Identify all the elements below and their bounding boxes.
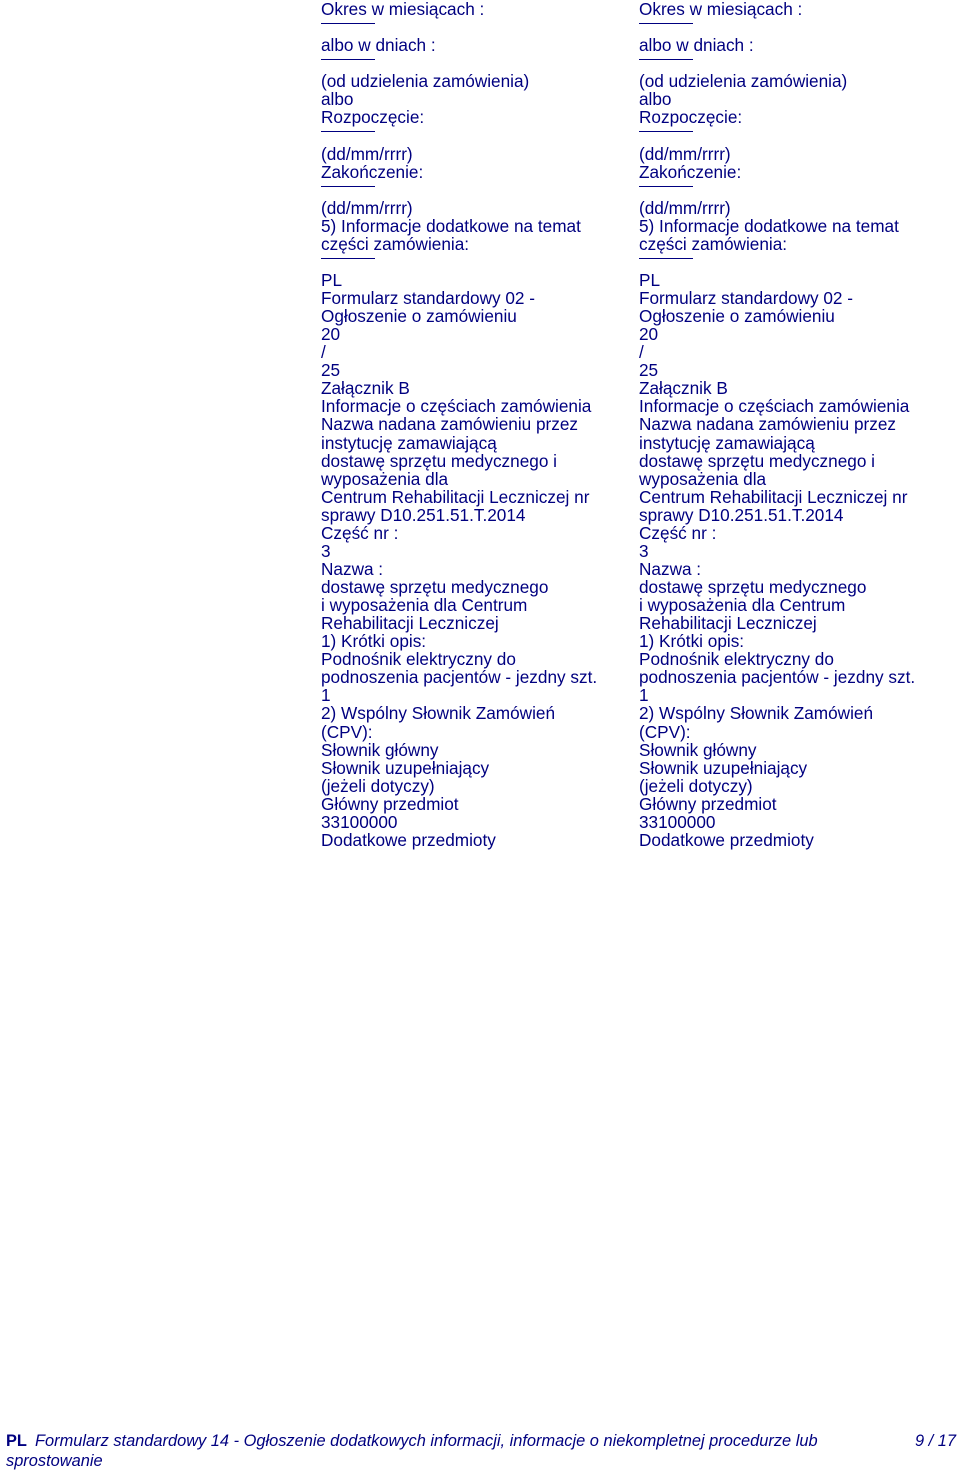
text-line: / — [321, 342, 326, 363]
text-line: Formularz standardowy 02 - — [321, 288, 535, 308]
footer-form-title — [6, 1431, 875, 1471]
text-line: 1) Krótki opis: — [639, 631, 745, 652]
text-line: Słownik główny — [321, 739, 439, 760]
blank-field-rule — [639, 18, 957, 36]
text-line: Słownik uzupełniający — [639, 757, 808, 778]
text-line: instytucję zamawiającą — [639, 432, 815, 453]
text-line: instytucję zamawiającą — [321, 432, 497, 453]
blank-field-rule — [321, 18, 639, 36]
text-line: 5) Informacje dodatkowe na temat — [321, 215, 581, 236]
text-line: sprawy D10.251.51.T.2014 — [321, 504, 526, 525]
text-line: 33100000 — [321, 811, 398, 832]
text-line: 20 — [321, 324, 341, 345]
text-line: Rehabilitacji Leczniczej — [321, 613, 499, 634]
text-line: dostawę sprzętu medycznego — [639, 577, 867, 597]
text-line: (CPV): — [321, 721, 373, 742]
blank-field-rule — [639, 253, 957, 271]
text-line: Podnośnik elektryczny do — [639, 649, 834, 670]
text-line: Formularz standardowy 02 - — [639, 288, 853, 308]
text-line: Zakończenie: — [321, 161, 424, 182]
text-line: albo w dniach : — [321, 35, 436, 56]
blank-field-rule — [639, 181, 957, 199]
text-line: 2) Wspólny Słownik Zamówień — [639, 703, 874, 724]
left-column — [321, 0, 639, 849]
text-line: 2) Wspólny Słownik Zamówień — [321, 703, 556, 724]
text-line: i wyposażenia dla Centrum — [639, 595, 846, 616]
text-line: 33100000 — [639, 811, 716, 832]
text-line: sprawy D10.251.51.T.2014 — [639, 504, 844, 525]
text-line: części zamówienia: — [639, 233, 788, 254]
text-line: Nazwa nadana zamówieniu przez — [639, 414, 896, 435]
text-line: 20 — [639, 324, 659, 345]
text-line: / — [639, 342, 644, 363]
text-line: wyposażenia dla — [321, 468, 449, 489]
text-line: albo — [639, 89, 672, 110]
text-line: dostawę sprzętu medycznego i — [639, 450, 875, 471]
text-line: PL — [321, 269, 343, 290]
text-line: Nazwa : — [321, 558, 384, 579]
text-line: 5) Informacje dodatkowe na temat — [639, 215, 899, 236]
text-line: (od udzielenia zamówienia) — [639, 71, 848, 92]
text-line: Okres w miesiącach : — [321, 0, 485, 19]
text-line: Nazwa : — [639, 558, 702, 579]
text-line: 25 — [639, 360, 659, 381]
text-line: (jeżeli dotyczy) — [639, 775, 753, 796]
text-line: Rehabilitacji Leczniczej — [639, 613, 817, 634]
text-line: Centrum Rehabilitacji Leczniczej nr — [639, 486, 908, 507]
text-line: 1 — [639, 685, 649, 706]
text-line: dostawę sprzętu medycznego — [321, 577, 549, 597]
text-line: albo — [321, 89, 354, 110]
text-line: 1 — [321, 685, 331, 706]
text-line: Główny przedmiot — [639, 793, 777, 814]
text-line: albo w dniach : — [639, 35, 754, 56]
footer-title-line-2: sprostowanie — [6, 1452, 103, 1470]
blank-field-rule — [321, 126, 639, 144]
text-line: Słownik uzupełniający — [321, 757, 490, 778]
text-line: dostawę sprzętu medycznego i — [321, 450, 557, 471]
blank-field-rule — [639, 126, 957, 144]
text-line: Rozpoczęcie: — [321, 107, 425, 128]
text-line: wyposażenia dla — [639, 468, 767, 489]
text-line: (dd/mm/rrrr) — [321, 197, 413, 218]
text-line: Część nr : — [321, 522, 399, 543]
text-line: podnoszenia pacjentów - jezdny szt. — [639, 667, 916, 688]
text-line: Okres w miesiącach : — [639, 0, 803, 19]
text-line: 1) Krótki opis: — [321, 631, 427, 652]
text-line: (CPV): — [639, 721, 691, 742]
blank-field-rule — [321, 181, 639, 199]
text-line: (dd/mm/rrrr) — [321, 143, 413, 164]
text-line: 25 — [321, 360, 341, 381]
text-line: (dd/mm/rrrr) — [639, 143, 731, 164]
blank-field-rule — [321, 54, 639, 72]
text-line: Słownik główny — [639, 739, 757, 760]
footer-page-number: 9 / 17 — [914, 1432, 956, 1450]
text-line: Nazwa nadana zamówieniu przez — [321, 414, 578, 435]
right-column — [639, 0, 957, 849]
text-line: Dodatkowe przedmioty — [321, 829, 496, 850]
text-line: Zakończenie: — [639, 161, 742, 182]
text-line: Rozpoczęcie: — [639, 107, 743, 128]
text-line: (dd/mm/rrrr) — [639, 197, 731, 218]
text-line: podnoszenia pacjentów - jezdny szt. — [321, 667, 598, 688]
text-line: (jeżeli dotyczy) — [321, 775, 435, 796]
footer-title-line-1: Formularz standardowy 14 - Ogłoszenie dodatkowych informacji, informacje o niekompletnej procedurze lub — [35, 1432, 818, 1450]
text-line: Podnośnik elektryczny do — [321, 649, 516, 670]
text-line: PL — [639, 269, 661, 290]
text-line: Załącznik B — [321, 378, 410, 399]
text-line: części zamówienia: — [321, 233, 470, 254]
text-line: Dodatkowe przedmioty — [639, 829, 814, 850]
text-line: 3 — [639, 540, 649, 561]
text-line: i wyposażenia dla Centrum — [321, 595, 528, 616]
text-line: Centrum Rehabilitacji Leczniczej nr — [321, 486, 590, 507]
footer-language-code: PL — [6, 1432, 27, 1450]
text-line: Część nr : — [639, 522, 717, 543]
text-line: 3 — [321, 540, 331, 561]
text-line: Załącznik B — [639, 378, 728, 399]
text-line: Główny przedmiot — [321, 793, 459, 814]
text-line: Informacje o częściach zamówienia — [639, 396, 910, 417]
blank-field-rule — [639, 54, 957, 72]
text-line: Informacje o częściach zamówienia — [321, 396, 592, 417]
text-line: Ogłoszenie o zamówieniu — [639, 306, 835, 327]
blank-field-rule — [321, 253, 639, 271]
text-line: Ogłoszenie o zamówieniu — [321, 306, 517, 327]
text-line: (od udzielenia zamówienia) — [321, 71, 530, 92]
